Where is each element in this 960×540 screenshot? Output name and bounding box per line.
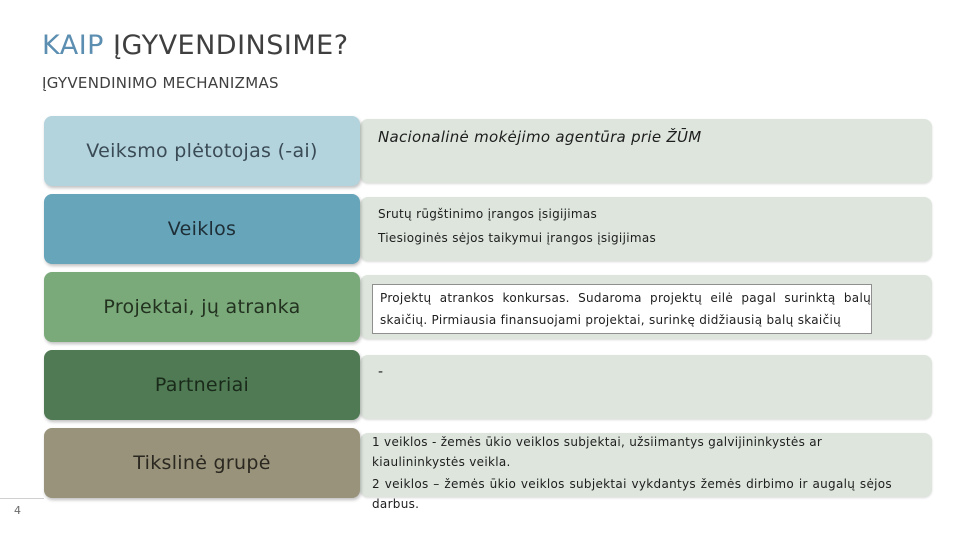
row-label-text: Veiklos [167, 218, 237, 240]
row-label-text: Veiksmo plėtotojas (-ai) [86, 140, 318, 162]
row-2-line-2: Tiesioginės sėjos taikymui įrangos įsigijimas [378, 231, 657, 245]
row-4-text: - [378, 364, 384, 380]
page-number: 4 [14, 504, 21, 517]
row-3-textbox: Projektų atrankos konkursas. Sudaroma projektų eilė pagal surinktą balų skaičių. Pirmiausia finansuojami projektai, surinkę didžiausią balų skaičių [372, 284, 872, 334]
row-5-line-2: 2 veiklos – žemės ūkio veiklos subjektai vykdantys žemės dirbimo ir augalų sėjos darbus. [372, 477, 892, 511]
row-label-tiksline-grupe [44, 428, 360, 498]
page-divider [0, 498, 44, 499]
slide-title [42, 30, 349, 61]
row-1-text: Nacionalinė mokėjimo agentūra prie ŽŪM [378, 128, 702, 146]
row-label-partneriai [44, 350, 360, 420]
row-label-text: Tikslinė grupė [133, 452, 271, 474]
row-2-line-1: Srutų rūgštinimo įrangos įsigijimas [378, 207, 598, 221]
row-label-veiklos [44, 194, 360, 264]
title-accent: KAIP [42, 30, 104, 61]
row-label-text: Partneriai [154, 374, 250, 396]
row-label-projektai [44, 272, 360, 342]
row-label-text: Projektai, jų atranka [103, 296, 301, 318]
row-label-veiksmo-pletotojas [44, 116, 360, 186]
row-content-panel-4 [360, 355, 932, 419]
slide-subtitle: ĮGYVENDINIMO MECHANIZMAS [42, 74, 279, 92]
title-rest: ĮGYVENDINSIME? [113, 30, 349, 61]
row-5-line-1: 1 veiklos - žemės ūkio veiklos subjektai, užsiimantys galvijininkystės ar kiaulininkystės veikla. [372, 435, 823, 469]
